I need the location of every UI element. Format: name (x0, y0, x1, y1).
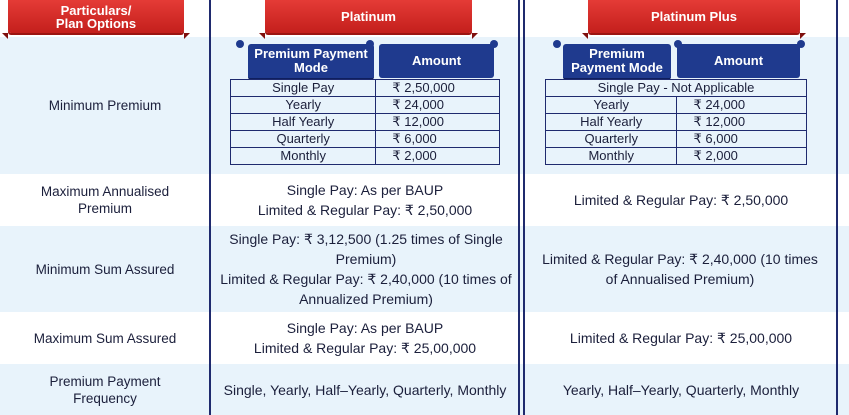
table-row (546, 80, 807, 97)
header-particulars (8, 0, 184, 33)
col-divider (209, 0, 211, 415)
platinum-plus-mode-header (563, 44, 671, 80)
table-row (231, 131, 500, 148)
label-minimum-premium: Minimum Premium (48, 98, 162, 113)
decor-dot (236, 40, 244, 48)
table-row (231, 97, 500, 114)
label-premium-payment-frequency: Premium Payment Frequency (49, 373, 161, 406)
amount-cell: ₹ 12,000 (677, 114, 807, 131)
amount-cell: ₹ 6,000 (376, 131, 500, 148)
amount-cell: ₹ 6,000 (677, 131, 807, 148)
platinum-plus-max-sum-value: Limited & Regular Pay: ₹ 25,00,000 (569, 330, 793, 346)
mode-cell: Monthly (231, 148, 376, 165)
single-pay-not-applicable: Single Pay - Not Applicable (546, 80, 807, 97)
table-row (231, 148, 500, 165)
mode-cell: Yearly (231, 97, 376, 114)
platinum-mode-header-text: Premium Payment Mode (254, 46, 368, 75)
amount-cell: ₹ 24,000 (376, 97, 500, 114)
mode-cell: Half Yearly (231, 114, 376, 131)
platinum-plus-amount-header-text: Amount (713, 53, 764, 68)
col-divider (518, 0, 520, 415)
header-particulars-text: Particulars/ Plan Options (55, 2, 137, 31)
mode-cell: Half Yearly (546, 114, 677, 131)
platinum-max-sum-value: Single Pay: As per BAUP Limited & Regular Pay: ₹ 25,00,000 (253, 320, 477, 356)
table-row (546, 148, 807, 165)
table-row (546, 114, 807, 131)
header-platinum-plus-text: Platinum Plus (651, 9, 737, 24)
platinum-plus-premium-table (545, 79, 807, 165)
amount-cell: ₹ 2,000 (677, 148, 807, 165)
mode-cell: Monthly (546, 148, 677, 165)
table-row (546, 97, 807, 114)
platinum-plus-amount-header (677, 44, 800, 78)
label-minimum-sum-assured: Minimum Sum Assured (35, 261, 175, 277)
header-platinum (265, 0, 472, 33)
platinum-mode-header (248, 44, 374, 80)
platinum-premium-table (230, 79, 500, 165)
platinum-amount-header (379, 44, 494, 78)
mode-cell: Quarterly (231, 131, 376, 148)
platinum-amount-header-text: Amount (411, 53, 462, 68)
platinum-frequency-value: Single, Yearly, Half–Yearly, Quarterly, Monthly (223, 381, 507, 398)
amount-cell: ₹ 2,50,000 (376, 80, 500, 97)
amount-cell: ₹ 2,000 (376, 148, 500, 165)
label-maximum-annualised-premium: Maximum Annualised Premium (40, 184, 170, 216)
platinum-plus-min-sum-value: Limited & Regular Pay: ₹ 2,40,000 (10 times of Annualised Premium) (542, 251, 818, 287)
table-row (546, 131, 807, 148)
mode-cell: Quarterly (546, 131, 677, 148)
platinum-plus-mode-header-text: Premium Payment Mode (571, 46, 663, 75)
decor-dot (553, 40, 561, 48)
col-divider (836, 0, 838, 415)
platinum-plus-max-annual-value: Limited & Regular Pay: ₹ 2,50,000 (573, 192, 789, 208)
platinum-min-sum-value: Single Pay: ₹ 3,12,500 (1.25 times of Single Premium) Limited & Regular Pay: ₹ 2,40,000 (10 times of Annualized Premium) (220, 231, 512, 307)
table-row (231, 80, 500, 97)
label-maximum-sum-assured: Maximum Sum Assured (33, 330, 177, 346)
mode-cell: Single Pay (231, 80, 376, 97)
amount-cell: ₹ 12,000 (376, 114, 500, 131)
platinum-max-annual-value: Single Pay: As per BAUP Limited & Regular Pay: ₹ 2,50,000 (257, 182, 473, 218)
header-platinum-text: Platinum (341, 9, 396, 24)
table-row (231, 114, 500, 131)
col-divider (523, 0, 525, 415)
mode-cell: Yearly (546, 97, 677, 114)
platinum-plus-frequency-value: Yearly, Half–Yearly, Quarterly, Monthly (562, 381, 800, 398)
header-platinum-plus (588, 0, 800, 33)
amount-cell: ₹ 24,000 (677, 97, 807, 114)
